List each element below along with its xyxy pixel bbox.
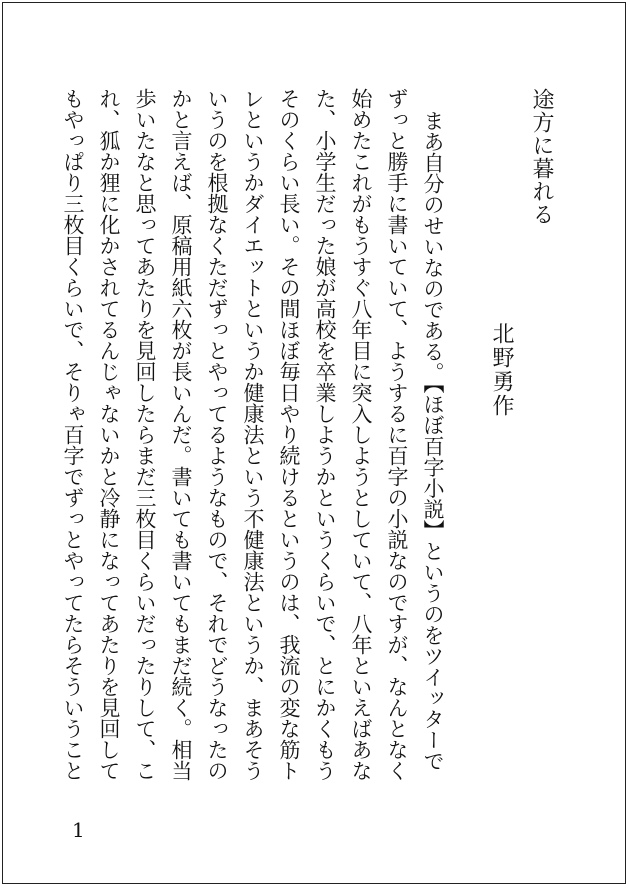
story-title: 途方に暮れる xyxy=(529,88,554,226)
body-line-3: 始めたこれがもうすぐ八年目に突入しようとしていて、八年といえばあな xyxy=(349,88,373,781)
body-line-5: そのくらい長い。その間ほぼ毎日やり続けるというのは、我流の変な筋ト xyxy=(277,88,301,781)
body-line-11: もやっぱり三枚目くらいで、そりゃ百字でずっとやってたらそういうこと xyxy=(61,88,85,781)
body-line-8: かと言えば、原稿用紙六枚が長いんだ。書いても書いてもまだ続く。相当 xyxy=(169,88,193,781)
body-line-9: 歩いたなと思ってあたりを見回したらまだ三枚目くらいだったりして、こ xyxy=(133,88,157,781)
body-line-1: まあ自分のせいなのである。【ほぼ百字小説】というのをツイッターで xyxy=(421,110,445,772)
body-line-6: レというかダイエットというか健康法という不健康法というか、まあそう xyxy=(241,88,265,781)
body-line-10: れ、狐か狸に化かされてるんじゃないかと冷静になってあたりを見回して xyxy=(97,88,121,781)
page-number: 1 xyxy=(72,818,85,842)
body-line-4: た、小学生だった娘が高校を卒業しようかというくらいで、とにかくもう xyxy=(313,88,337,781)
author-name: 北野勇作 xyxy=(489,322,514,418)
body-line-2: ずっと勝手に書いていて、ようするに百字の小説なのですが、なんとなく xyxy=(385,88,409,781)
body-line-7: いうのを根拠なくただずっとやってるようなもので、それでどうなったの xyxy=(205,88,229,781)
